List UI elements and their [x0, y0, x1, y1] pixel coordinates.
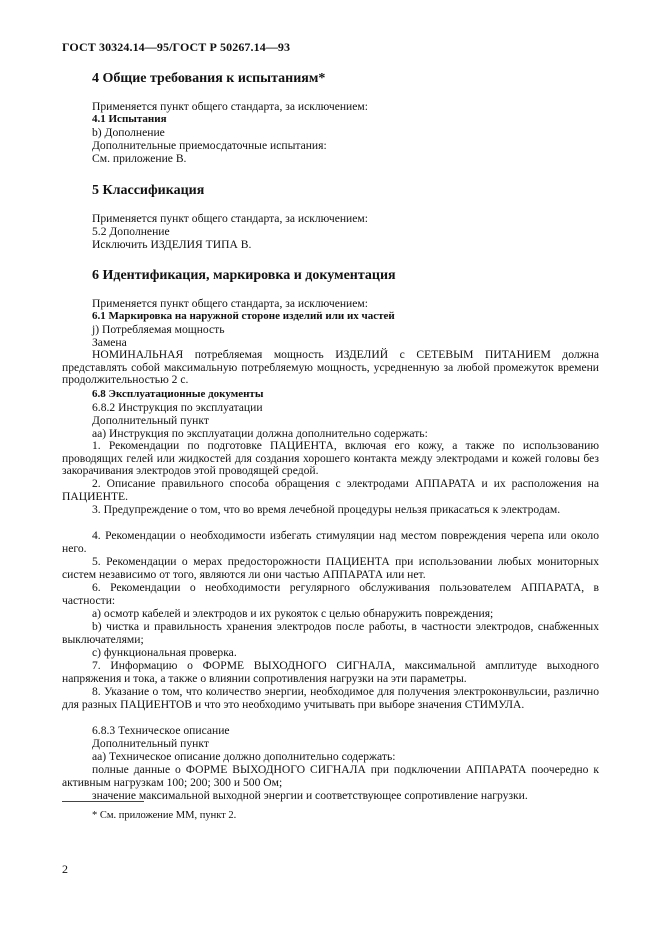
s6-line-4: Замена: [92, 336, 127, 349]
s6-paragraph-power: НОМИНАЛЬНАЯ потребляемая мощность ИЗДЕЛИЙ с СЕТЕВЫМ ПИТАНИЕМ должна представлять собой максимальную потребляемую мощность, усредненную за любой промежуток времени продолжительностью 2 с.: [62, 348, 599, 387]
section-4-heading: 4 Общие требования к испытаниям*: [92, 71, 326, 86]
s5-line-2: 5.2 Дополнение: [92, 225, 170, 238]
s6-clause-6-8: 6.8 Эксплуатационные документы: [92, 388, 264, 400]
s6-clause-6-1: 6.1 Маркировка на наружной стороне изделий или их частей: [92, 310, 395, 322]
s4-line-1: Применяется пункт общего стандарта, за исключением:: [92, 100, 368, 113]
s6-line-aa: аа) Техническое описание должно дополнительно содержать:: [92, 750, 396, 763]
s6-item-8: 8. Указание о том, что количество энергии, необходимое для получения электроконвульсии, различно для разных ПАЦИЕНТОВ и что это необходимо учитывать при выборе значения СТИМУЛА.: [62, 685, 599, 711]
s6-line-additional: Дополнительный пункт: [92, 737, 209, 750]
s6-item-6b: b) чистка и правильность хранения электродов после работы, в частности электродов, снабженных выключателями;: [62, 620, 599, 646]
s5-line-1: Применяется пункт общего стандарта, за исключением:: [92, 212, 368, 225]
s6-clause-6-8-3: 6.8.3 Техническое описание: [92, 724, 230, 737]
s6-line-8: аа) Инструкция по эксплуатации должна дополнительно содержать:: [92, 427, 428, 440]
s4-line-3: b) Дополнение: [92, 126, 165, 139]
s6-item-6a: a) осмотр кабелей и электродов и их рукояток с целью обнаружить повреждения;: [92, 607, 494, 620]
s6-item-waveform: полные данные о ФОРМЕ ВЫХОДНОГО СИГНАЛА при подключении АППАРАТА поочередно к активным нагрузкам 100; 200; 300 и 500 Ом;: [62, 763, 599, 789]
s4-clause-4-1: 4.1 Испытания: [92, 113, 167, 125]
s6-clause-6-8-2: 6.8.2 Инструкция по эксплуатации: [92, 401, 263, 414]
s6-item-4: 4. Рекомендации о необходимости избегать стимуляции над местом повреждения черепа или около него.: [62, 529, 599, 555]
s4-line-5: См. приложение В.: [92, 152, 187, 165]
s6-item-max-energy: значение максимальной выходной энергии и соответствующее сопротивление нагрузки.: [92, 789, 528, 802]
s6-line-3: j) Потребляемая мощность: [92, 323, 225, 336]
section-5-heading: 5 Классификация: [92, 183, 205, 198]
s6-item-5: 5. Рекомендации о мерах предосторожности ПАЦИЕНТА при использовании любых мониторных систем независимо от того, являются ли они частью АППАРАТА или нет.: [62, 555, 599, 581]
page-number: 2: [62, 862, 68, 876]
running-header: ГОСТ 30324.14—95/ГОСТ Р 50267.14—93: [62, 40, 291, 54]
s6-item-1: 1. Рекомендации по подготовке ПАЦИЕНТА, включая его кожу, а также по использованию проводящих гелей или жидкостей для создания хорошего контакта между электродами и кожей головы без закорачивания электродов этой проводящей средой.: [62, 439, 599, 478]
footnote-separator: [62, 801, 144, 802]
s4-line-4: Дополнительные приемосдаточные испытания:: [92, 139, 327, 152]
s6-item-6: 6. Рекомендации о необходимости регулярного обслуживания пользователем АППАРАТА, в частности:: [62, 581, 599, 607]
section-6-heading: 6 Идентификация, маркировка и документация: [92, 268, 396, 283]
s5-line-3: Исключить ИЗДЕЛИЯ ТИПА В.: [92, 238, 252, 251]
s6-line-1: Применяется пункт общего стандарта, за исключением:: [92, 297, 368, 310]
s6-item-7: 7. Информацию о ФОРМЕ ВЫХОДНОГО СИГНАЛА, максимальной амплитуде выходного напряжения и тока, а также о влиянии сопротивления нагрузки на эти параметры.: [62, 659, 599, 685]
s6-item-3: 3. Предупреждение о том, что во время лечебной процедуры нельзя прикасаться к электродам.: [92, 503, 561, 516]
s6-line-7: Дополнительный пункт: [92, 414, 209, 427]
s6-item-2: 2. Описание правильного способа обращения с электродами АППАРАТА и их расположения на ПАЦИЕНТЕ.: [62, 477, 599, 503]
footnote: * См. приложение ММ, пункт 2.: [92, 810, 237, 821]
s6-item-6c: c) функциональная проверка.: [92, 646, 237, 659]
